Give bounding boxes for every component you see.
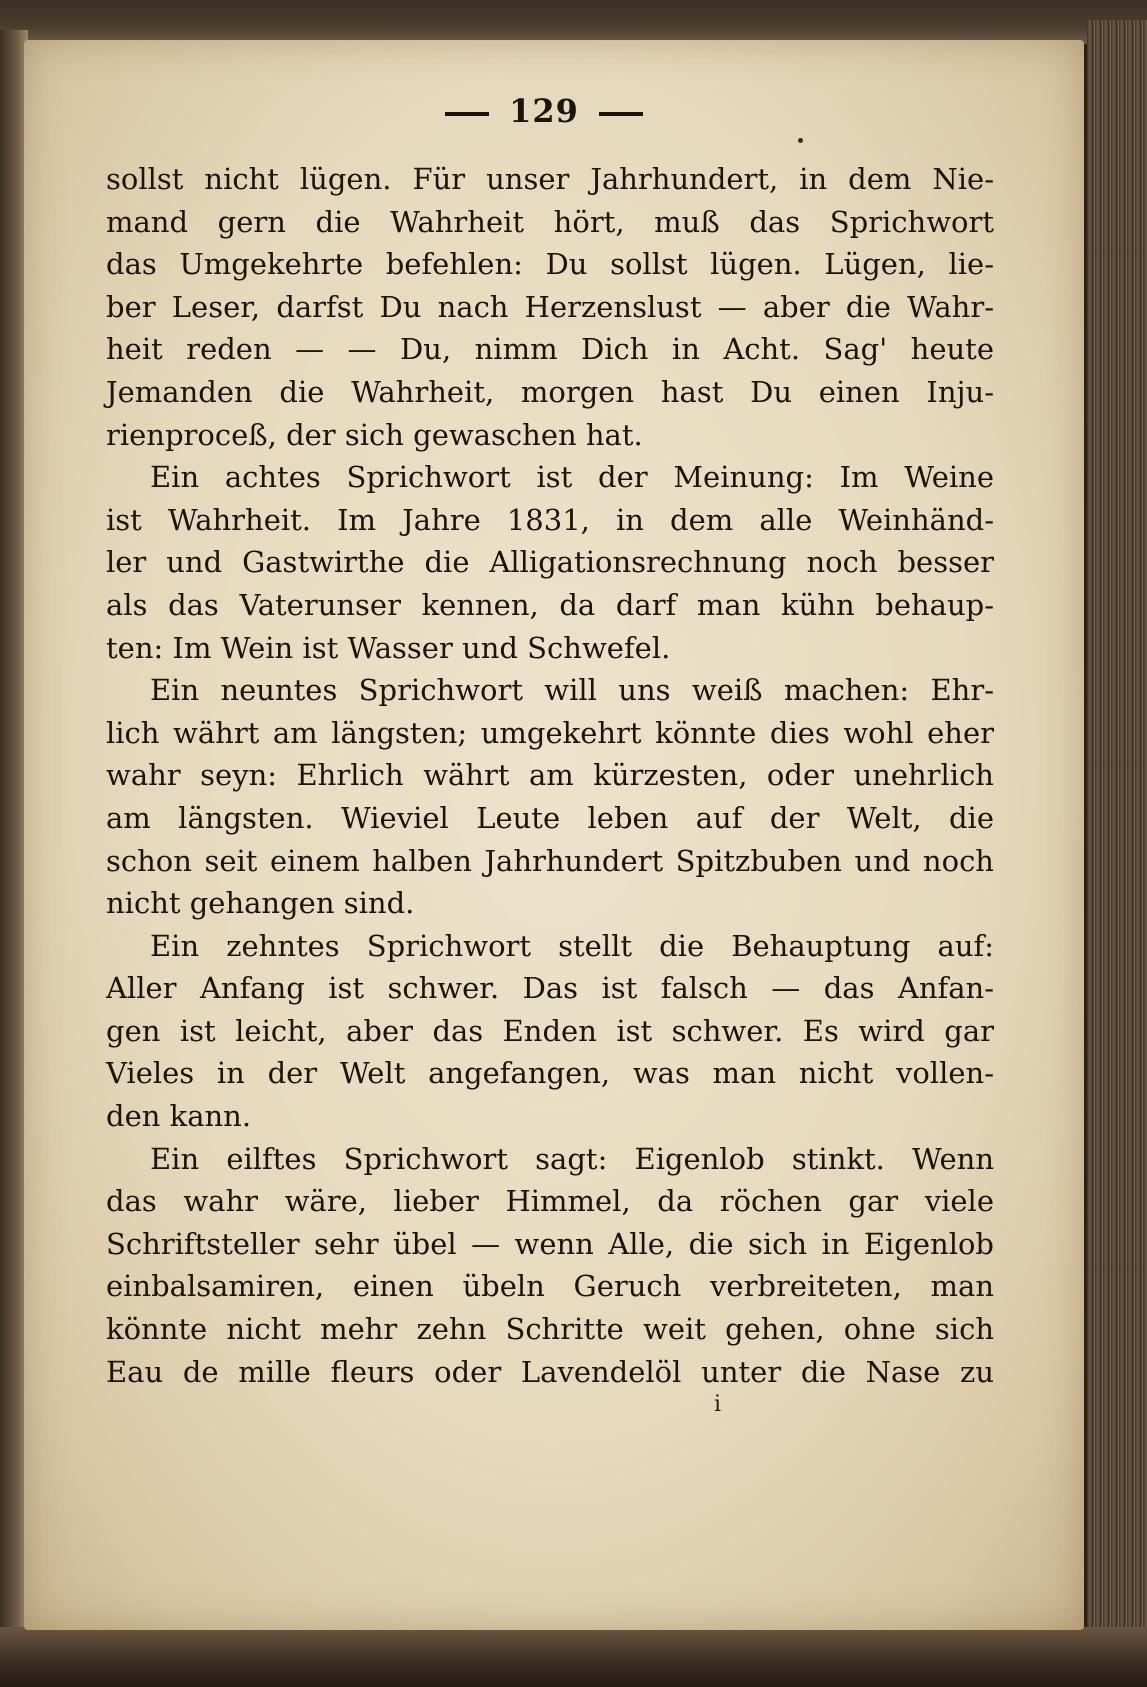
text-line: nicht gehangen sind.	[106, 886, 415, 921]
text-line: das Umgekehrte befehlen: Du sollst lügen. Lügen, lie-	[106, 247, 994, 282]
text-line: als das Vaterunser kennen, da darf man kühn behaup-	[106, 587, 994, 622]
text-line: sollst nicht lügen. Für unser Jahrhundert, in dem Nie-	[106, 162, 994, 196]
header-dash-right	[599, 112, 643, 116]
book-top-edge	[0, 0, 1147, 44]
text-line: gen ist leicht, aber das Enden ist schwer. Es wird gar	[106, 1013, 994, 1048]
text-line: mand gern die Wahrheit hört, muß das Sprichwort	[106, 204, 994, 239]
text-line: Ein achtes Sprichwort ist der Meinung: Im Weine	[150, 460, 994, 495]
text-line: Ein zehntes Sprichwort stellt die Behauptung auf:	[150, 928, 994, 963]
text-line: ber Leser, darfst Du nach Herzenslust — aber die Wahr-	[106, 289, 994, 324]
text-line: Jemanden die Wahrheit, morgen hast Du einen Inju-	[106, 374, 994, 409]
text-line: heit reden — — Du, nimm Dich in Acht. Sag' heute	[106, 332, 994, 367]
page-header	[24, 92, 1064, 130]
text-line: Aller Anfang ist schwer. Das ist falsch — das Anfan-	[106, 971, 994, 1006]
text-line: ten: Im Wein ist Wasser und Schwefel.	[106, 630, 671, 665]
text-line: Vieles in der Welt angefangen, was man nicht vollen-	[106, 1056, 994, 1091]
text-line: könnte nicht mehr zehn Schritte weit gehen, ohne sich	[106, 1312, 994, 1347]
text-line: am längsten. Wieviel Leute leben auf der Welt, die	[106, 800, 994, 835]
header-dash-left	[445, 112, 489, 116]
text-line: Schriftsteller sehr übel — wenn Alle, die sich in Eigenlob	[106, 1226, 994, 1261]
page-number: 129	[509, 92, 579, 130]
ink-speck	[798, 138, 803, 143]
text-line: schon seit einem halben Jahrhundert Spitzbuben und noch	[106, 843, 994, 878]
paper-page	[24, 40, 1084, 1630]
book-page-edges	[1087, 20, 1147, 1660]
text-line: Ein eilftes Sprichwort sagt: Eigenlob stinkt. Wenn	[150, 1141, 994, 1176]
text-line: rienproceß, der sich gewaschen hat.	[106, 417, 643, 452]
text-line: einbalsamiren, einen übeln Geruch verbreiteten, man	[106, 1269, 994, 1304]
text-line: Eau de mille fleurs oder Lavendelöl unter die Nase zu	[106, 1354, 994, 1389]
text-line: Ein neuntes Sprichwort will uns weiß machen: Ehr-	[150, 673, 994, 708]
text-line: das wahr wäre, lieber Himmel, da röchen gar viele	[106, 1184, 994, 1219]
book-bottom-edge	[0, 1627, 1147, 1687]
text-line: lich währt am längsten; umgekehrt könnte dies wohl eher	[106, 715, 994, 750]
signature-mark: i	[714, 1392, 722, 1417]
body-text	[106, 158, 994, 1393]
text-line: den kann.	[106, 1099, 252, 1134]
text-line: ler und Gastwirthe die Alligationsrechnung noch besser	[106, 545, 994, 580]
text-line: wahr seyn: Ehrlich währt am kürzesten, oder unehrlich	[106, 758, 994, 793]
text-line: ist Wahrheit. Im Jahre 1831, in dem alle Weinhänd-	[106, 502, 994, 537]
